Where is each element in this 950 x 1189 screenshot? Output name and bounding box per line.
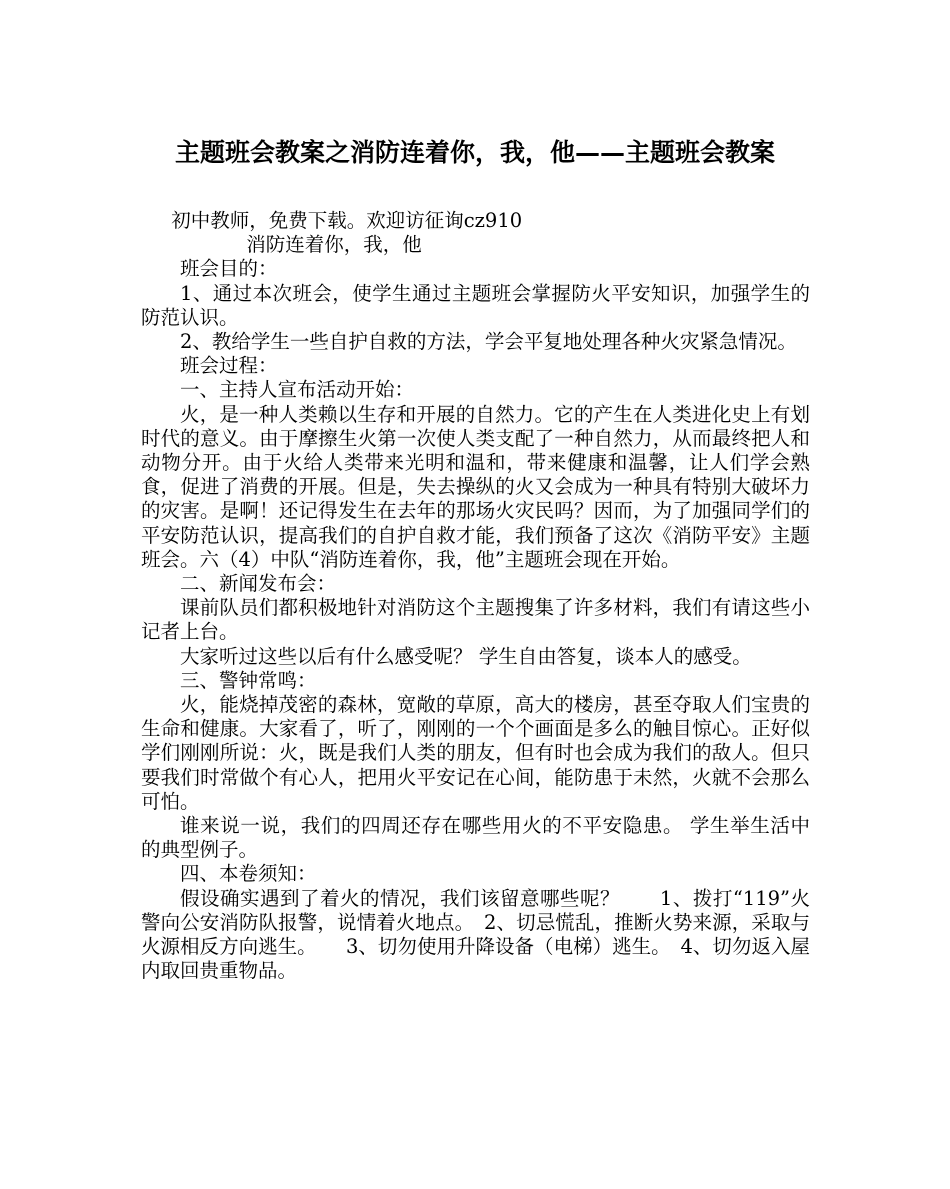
purpose-item-2: 2、教给学生一些自护自救的方法，学会平复地处理各种火灾紧急情况。 <box>180 330 797 354</box>
paragraph-hazards: 谁来说一说，我们的四周还存在哪些用火的不平安隐患。 学生举生活中的典型例子。 <box>141 814 810 862</box>
paragraph-alarm: 火，能烧掉茂密的森林，宽敞的草原，高大的楼房，甚至夺取人们宝贵的生命和健康。大家看了，听了，刚刚的一个个画面是多么的触目惊心。正好似学们刚刚所说：火，既是我们人类的朋友，但有时也会成为我们的敌人。但只要我们时常做个有心人，把用火平安记在心间，能防患于未然，火就不会那么可怕。 <box>141 693 810 813</box>
paragraph-news: 课前队员们都积极地针对消防这个主题搜集了许多材料，我们有请这些小记者上台。 <box>141 596 810 644</box>
step-heading-4: 四、本卷须知： <box>180 862 317 886</box>
section-heading-process: 班会过程： <box>180 354 278 378</box>
paragraph-fire-intro: 火，是一种人类赖以生存和开展的自然力。它的产生在人类进化史上有划时代的意义。由于摩擦生火第一次使人类支配了一种自然力，从而最终把人和动物分开。由于火给人类带来光明和温和，带来健康和温馨，让人们学会熟食，促进了消费的开展。但是，失去操纵的火又会成为一种具有特别大破坏力的灾害。是啊！还记得发生在去年的那场火灾民吗？因而，为了加强同学们的平安防范认识，提高我们的自护自救才能，我们预备了这次《消防平安》主题班会。六（4）中队“消防连着你，我，他”主题班会现在开始。 <box>141 402 810 571</box>
step-heading-1: 一、主持人宣布活动开始： <box>180 378 415 402</box>
section-heading-purpose: 班会目的： <box>180 257 278 281</box>
paragraph-feelings: 大家听过这些以后有什么感受呢？ 学生自由答复，谈本人的感受。 <box>180 644 752 668</box>
purpose-item-1: 1、通过本次班会，使学生通过主题班会掌握防火平安知识，加强学生的防范认识。 <box>141 281 810 329</box>
document-body <box>141 209 810 984</box>
step-heading-3: 三、警钟常鸣： <box>180 668 317 692</box>
document-title: 主题班会教案之消防连着你，我，他——主题班会教案 <box>174 138 775 167</box>
intro-line: 初中教师，免费下载。欢迎访征询cz910 <box>171 209 523 232</box>
paragraph-safety-tips: 假设确实遇到了着火的情况，我们该留意哪些呢？ 1、拨打“119”火警向公安消防队报警，说情着火地点。 2、切忌慌乱，推断火势来源，采取与火源相反方向逃生。 3、切勿使用升降设备（电梯）逃生。 4、切勿返入屋内取回贵重物品。 <box>141 886 810 983</box>
step-heading-2: 二、新闻发布会： <box>180 572 337 596</box>
subtitle-line: 消防连着你，我，他 <box>246 233 422 257</box>
